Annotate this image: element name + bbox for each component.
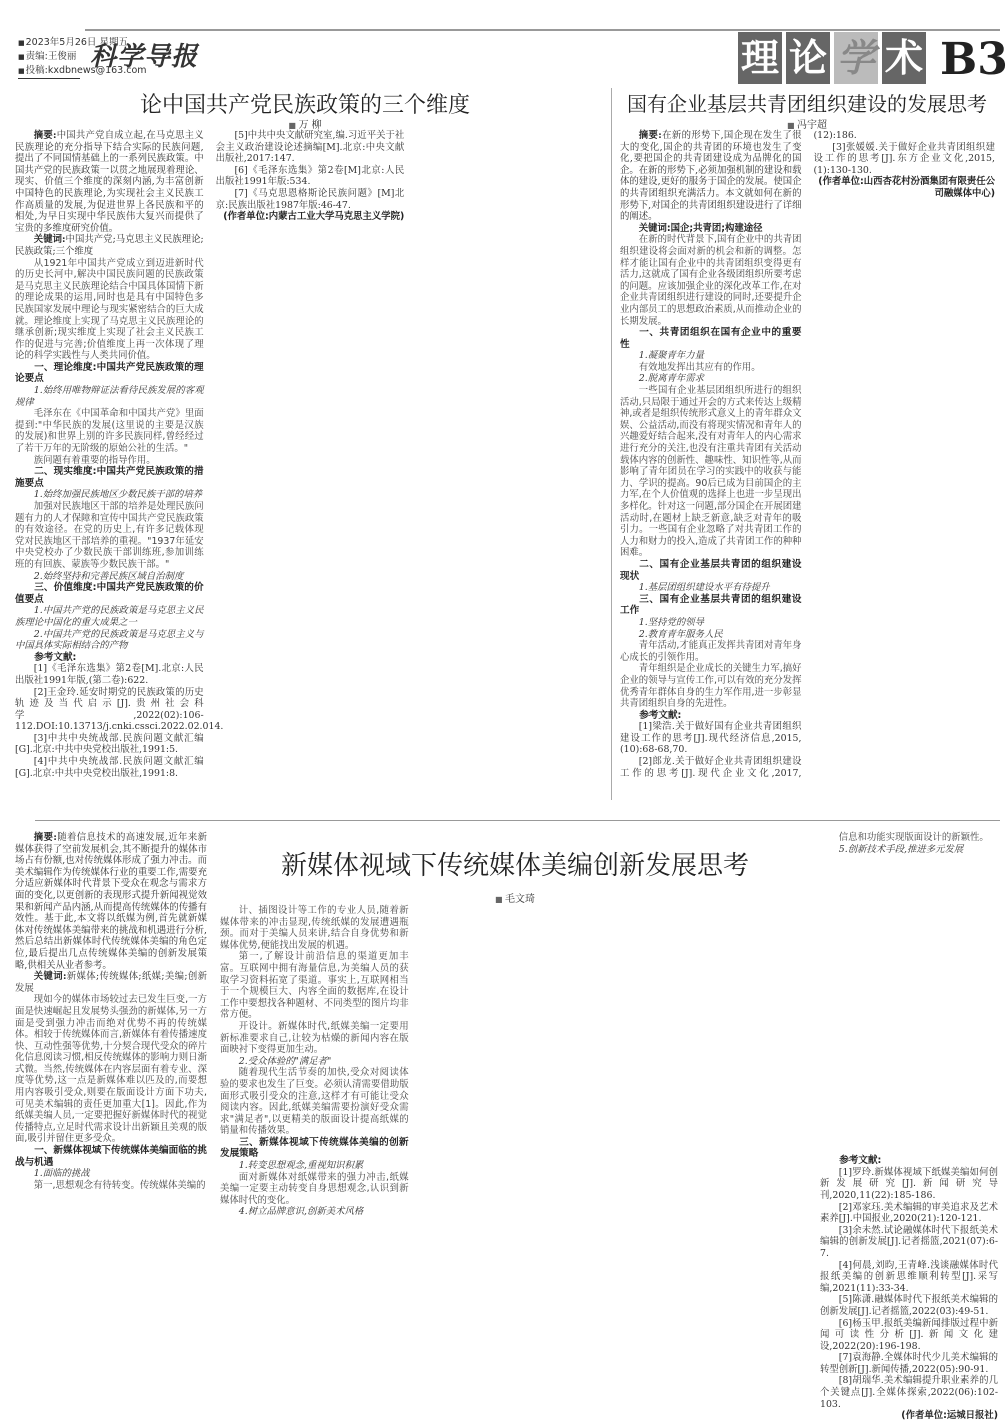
- article3-author: ■ 毛文琦: [220, 890, 810, 905]
- page-number: B3: [940, 34, 1008, 85]
- issue-date: ■ 2023年5月26日 星期五: [18, 36, 147, 50]
- article3-body: 计、插图设计等工作的专业人员,随着新媒体带来的冲击显现,传统纸媒的发展遭遇瓶颈。而对于美编人员来讲,结合自身优势和新媒体优势,便能找出发展的机遇。 第一,了解设计前沿信息的渠道更加丰富。互联网中拥有海量信息,为美编人员的获取学习资料拓宽了渠道。事实上,互联网相当于一个规模巨大、内容全面的数据库,在设计工作中要想找各种题材、不同类型的图片均非常方便。 开设计。新媒体时代,纸媒美编一定要用新标准要求自己,让较为枯燥的新闻内容在版面映衬下变得更加生动。 2.受众体验的"满足者" 随着现代生活节奏的加快,受众对阅读体验的要求也发生了巨变。必须认清需要借助版面形式吸引受众的注意,这样才有可能让受众阅读内容。因此,纸媒美编需要扮演好受众需求"满足者",以更精美的版面设计提高纸媒的销量和传播效果。 三、新媒体视域下传统媒体美编的创新发展策略 1.转变思想观念,重视知识积累 面对新媒体对纸媒带来的强力冲击,纸媒美编一定要主动转变自身思想观念,认识到新媒体时代的变化。 4.树立品牌意识,创新美术风格: [220, 905, 409, 1218]
- article1-title: 论中国共产党民族政策的三个维度: [139, 93, 470, 118]
- article2-body: 摘要:在新的形势下,国企现在发生了很大的变化,国企的共青团的环境也发生了变化,要把国企的共青团建设成为品牌化的国企。在新的形势下,必须加强机制的建设和载体的建设,更好的服务于国企的发展。使国企的共青团组织充满活力。本文就如何在新的形势下,对国企的共青团组织建设进行了详细的阐述。 关键词:国企;共青团;构建途径 在新的时代背景下,国有企业中的共青团组织建设将会面对新的机会和新的调整。怎样才能让国有企业中的共青团组织变得更有活力,这就成了国有企业各级团组织所要考虑的问题。应该加强企业的深化改革工作,在对企业共青团组织进行建设的同时,还要提升企业内部员工的思想政治素质,从而推动企业的长期发展。 一、共青团组织在国有企业中的重要性 1.凝聚青年力量 有效地发挥出其应有的作用。 2.脱离青年需求 一些国有企业基层团组织所进行的组织活动,只局限于通过开会的方式来传达上级精神,或者是组织传统形式意义上的青年群众文娱、公益活动,而没有将现实情况和青年人的兴趣爱好结合起来,没有对青年人的内心需求进行充分的关注,也没有注重共青团有关活动载体内容的创新性、趣味性、知识性等,从而影响了青年团员在学习的实践中的收获与能力、学识的提高。90后已成为目前国企的主力军,在个人价值观的选择上也进一步呈现出多样化。针对这一问题,部分国企在开展团建活动时,在题材上缺乏新意,缺乏对青年的吸引力。一些国有企业忽略了对共青团工作的人力和财力的投入,造成了共青团工作的种种困难。 二、国有企业基层共青团的组织建设现状 1.基层团组织建设水平有待提升 三、国有企业基层共青团的组织建设工作 1.坚持党的领导 2.教育青年服务人民 青年活动,才能真正发挥共青团对青年身心成长的引领作用。 青年组织是企业成长的关键生力军,搞好企业的领导与宣传工作,可以有效的充分发挥优秀青年群体自身的生力军作用,进一步彰显共青团组织自身的先进性。 参考文献: [1]梁浩.关于做好国有企业共青团组织建设工作的思考[J].现代经济信息,2015,(10):68-68,70. [2]郎龙.关于做好企业共青团组织建设工作的思考[J].现代企业文化,2017,(12):186. [3]张媛媛.关于做好企业共青团组织建设工作的思考[J].东方企业文化,2015,(1):130-130. (作者单位:山西杏花村汾酒集团有限责任公司融媒体中心): [620, 130, 995, 779]
- newspaper-logo: 科学导报: [90, 42, 199, 72]
- info-rule: [18, 78, 80, 79]
- article3-abstract-column: 摘要:随着信息技术的高速发展,近年来新媒体获得了空前发展机会,其不断提升的媒体市场占有份额,也对传统媒体形成了强力冲击。而美术编辑作为传统媒体行业的重要工作,需要充分适应新媒体时代背景下受众在观念与需求方面的变化,以更创新的表现形式提升新闻视觉效果和新闻产品内涵,从而提高传统媒体的传播有效性。基于此,本文将以纸媒为例,首先就新媒体对传统媒体美编带来的挑战和机遇进行分析,然后总结出新媒体时代传统媒体美编的角色定位,最后提出几点传统媒体美编的创新发展策略,供相关从业者参考。 关键词:新媒体;传统媒体;纸媒;美编;创新发展 现如今的媒体市场较过去已发生巨变,一方面是快速崛起且发展势头强劲的新媒体,另一方面是受到强力冲击而绝对优势不再的传统媒体。相较于传统媒体而言,新媒体有着传播速度快、互动性强等优势,十分契合现代受众的碎片化信息阅读习惯,相反传统媒体的影响力则日渐式微。当然,传统媒体在内容层面有着专业、深度等优势,这一点是新媒体难以匹及的,而要想用内容吸引受众,则要在版面设计方面下功夫,可见美术编辑的责任更加重大[1]。因此,作为纸媒美编人员,一定要把握好新媒体时代的视觉传播特点,立足时代需求设计出新颖且美观的版面,吸引并留住更多受众。 一、新媒体视域下传统媒体美编面临的挑战与机遇 1.面临的挑战 第一,思想观念有待转变。传统媒体美编的: [15, 832, 207, 1191]
- article2-title: 国有企业基层共青团组织建设的发展思考: [627, 92, 987, 116]
- section-rule: [35, 820, 1000, 821]
- section-char: 术: [882, 32, 926, 84]
- section-char: 学: [834, 32, 878, 84]
- section-char: 论: [786, 32, 830, 84]
- article3-title: 新媒体视域下传统媒体美编创新发展思考: [280, 851, 749, 881]
- article2-author: ■ 冯宇超: [614, 116, 1000, 131]
- submission-email: ■ 投稿:kxdbnews@163.com: [18, 64, 147, 78]
- article1-author: ■ 万 柳: [0, 116, 610, 131]
- column-divider: [611, 88, 612, 800]
- section-banner: [738, 32, 926, 84]
- article3-right-column: 信息和功能实现版面设计的新颖性。 5.创新技术手段,推进多元发展 参考文献: [1]罗玲.新媒体视域下纸媒美编如何创新发展研究[J].新闻研究导刊,2020,11(22):185-186. [2]邓家珏.美术编辑的审美追求及艺术素养[J].中国报业,2020(21):120-121. [3]余未然.试论融媒体时代下报纸美术编辑的创新发展[J].记者摇篮,2021(07):6-7. [4]何晨,刘昀,王青峰.浅谈融媒体时代报纸美编的创新思维顺利转型[J].采写编,2021(11):33-34. [5]陈潇.融媒体时代下报纸美术编辑的创新发展[J].记者摇篮,2022(03):49-51. [6]杨玉甲.报纸美编新闻排版过程中新闻可读性分析[J].新闻文化建设,2022(20):196-198. [7]袁海静.全媒体时代少儿美术编辑的转型创新[J].新闻传播,2022(05):90-91. [8]胡瑞华.美术编辑提升职业素养的几个关键点[J].全媒体探索,2022(06):102-103. (作者单位:运城日报社): [820, 832, 998, 1422]
- editor: ■ 责编:王俊丽: [18, 50, 147, 64]
- section-char: 理: [738, 32, 782, 84]
- masthead-rule: [85, 29, 1000, 31]
- article1-body: 摘要:中国共产党自成立起,在马克思主义民族理论的充分指导下结合实际的民族问题,提出了不同国情基础上的一系列民族政策。中国共产党的民族政策一以贯之地展现着理论、现实、价值三个维度的深刻内涵,为丰富创新中国特色的民族理论,为实现社会主义民族工作高质量的发展,为促进世界上各民族和平的相处,为早日实现中华民族伟大复兴而提供了宝贵的多维度研究价值。 关键词:中国共产党;马克思主义民族理论;民族政策;三个维度 从1921年中国共产党成立到迈进新时代的历史长河中,解决中国民族问题的民族政策是马克思主义民族理论结合中国具体国情下新的理论成果的运用,同时也是具有中国特色多民族国家发展中理论与现实紧密结合的巨大成就。理论维度上实现了马克思主义民族理论的继承创新;现实维度上实现了社会主义民族工作的促进与完善;价值维度上再一次体现了理论的科学实践性与人类共同价值。 一、理论维度:中国共产党民族政策的理论要点 1.始终用唯物辩证法看待民族发展的客观规律 毛泽东在《中国革命和中国共产党》里面提到:"中华民族的发展(这里说的主要是汉族的发展)和世界上别的许多民族同样,曾经经过了若干万年的无阶级的原始公社的生活。" 族问题有着重要的指导作用。 二、现实维度:中国共产党民族政策的措施要点 1.始终加强民族地区少数民族干部的培养 加强对民族地区干部的培养是处理民族问题有力的人才保障和宣传中国共产党民族政策的有效途径。在党的历史上,有许多记载体现党对民族地区干部培养的重视。"1937年延安中央党校办了少数民族干部训练班,参加训练班的有回族、蒙族等少数民族干部。" 2.始终坚持和完善民族区域自治制度 三、价值维度:中国共产党民族政策的价值要点 1.中国共产党的民族政策是马克思主义民族理论中国化的重大成果之一 2.中国共产党的民族政策是马克思主义与中国具体实际相结合的产物 参考文献: [1]《毛泽东选集》第2卷[M].北京:人民出版社1991年版,(第二卷):622. [2]王金玲.延安时期党的民族政策的历史轨迹及当代启示[J].贵州社会科学,2022(02):106-112.DOI:10.13713/j.cnki.cssci.2022.02.014. [3]中共中央统战部.民族问题文献汇编[G].北京:中共中央党校出版社,1991:5. [4]中共中央统战部.民族问题文献汇编[G].北京:中共中央党校出版社,1991:8. [5]中共中央文献研究室,编.习近平关于社会主义政治建设论述摘编[M].北京:中央文献出版社,2017:147. [6]《毛泽东选集》第2卷[M]北京:人民出版社1991年版:534. [7]《马克思恩格斯论民族问题》[M]北京:民族出版社1987年版:46-47. (作者单位:内蒙古工业大学马克思主义学院): [15, 130, 405, 779]
